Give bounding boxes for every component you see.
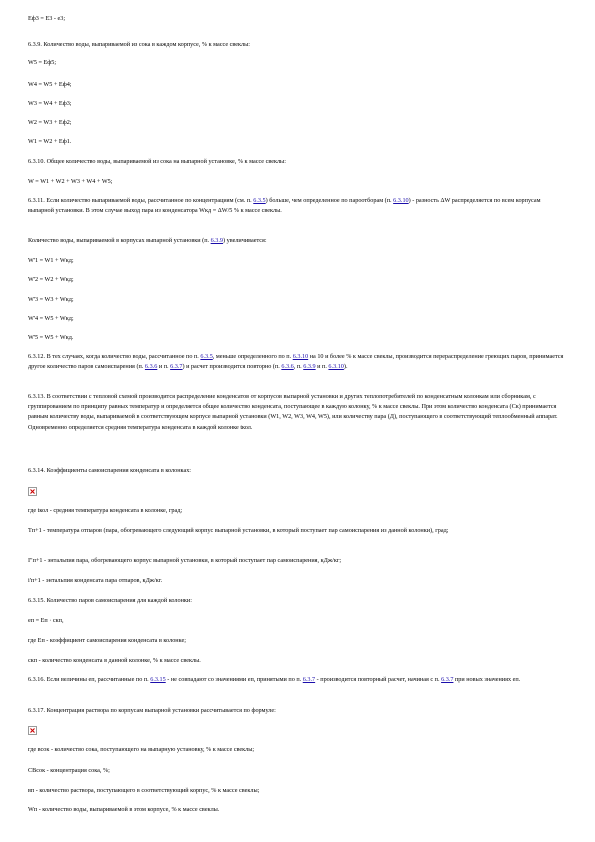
link-6-3-9[interactable]: 6.3.9 — [303, 363, 316, 371]
formula-w4: W4 = W5 + Eф4; — [28, 81, 72, 88]
section-6-3-15: 6.3.15. Количество паров самоиспарения для каждой колонки: — [28, 597, 192, 604]
ckp-definition: cкп - количество конденсата в данной колонке, % к массе свеклы. — [28, 657, 201, 664]
i-steam-definition: I"п+1 - энтальпия пара, обогревающего корпус выпарной установки, в который поступает пар самоиспарения, кДж/кг; — [28, 557, 342, 564]
link-6-3-5[interactable]: 6.3.5 — [200, 353, 213, 360]
section-6-3-14: 6.3.14. Коэффициенты самоиспарения конденсата в колонках: — [28, 467, 192, 474]
link-6-3-6[interactable]: 6.3.6 — [281, 363, 294, 371]
tn-definition: Tп+1 - температура отпаров (пара, обогревающего следующий корпус выпарной установки, в который поступает пар самоиспарения из данной колонки), град; — [28, 527, 449, 534]
link-6-3-5[interactable]: 6.3.5 — [253, 197, 266, 204]
link-6-3-6[interactable]: 6.3.6 — [144, 363, 158, 371]
tkol-definition: где tкол - средняя температура конденсата в колонке, град; — [28, 507, 183, 514]
formula-w4-prime: W'4 = W5 + Wкд; — [28, 315, 74, 322]
link-6-3-7[interactable]: 6.3.7 — [302, 676, 316, 683]
formula-en: eп = Eп · cкп, — [28, 617, 64, 624]
link-6-3-7[interactable]: 6.3.7 — [441, 676, 454, 683]
link-6-3-10[interactable]: 6.3.10 — [292, 353, 309, 360]
link-6-3-15[interactable]: 6.3.15 — [150, 676, 166, 683]
section-6-3-12: 6.3.12. В тех случаях, когда количество воды, рассчитанное по п. 6.3.5, меньше определенного по п. 6.3.10 на 10 и более % к массе свеклы, производится перераспределение греющих паров, принимается другое количество паров самоиспарения (п. 6.3.6 и п. 6.3.7) и расчет производится повторно (п. 6.3.6, п. 6.3.9 и п. 6.3.10). — [28, 353, 565, 371]
water-increase-text: Количество воды, выпариваемой в корпусах выпарной установки (п. 6.3.9) увеличивается: — [28, 237, 267, 244]
section-6-3-16: 6.3.16. Если величины eп, рассчитанные по п. 6.3.15 - не совпадают со значениями eп, принятыми по п. 6.3.7 - производится повторный расчет, начиная с п. 6.3.7 при новых значениях eп. — [28, 676, 521, 683]
formula-w-total: W = W1 + W2 + W3 + W4 + W5; — [28, 178, 113, 185]
section-6-3-9: 6.3.9. Количество воды, выпариваемой из сока в каждом корпусе, % к массе свеклы: — [28, 41, 250, 48]
broken-image-icon — [28, 726, 37, 735]
formula-w2: W2 = W3 + Eф2; — [28, 119, 72, 126]
link-6-3-10[interactable]: 6.3.10 — [328, 363, 344, 371]
svsok-definition: СВсок - концентрация сока, %; — [28, 767, 110, 774]
wp-definition: Wп - количество воды, выпариваемой в этом корпусе, % к массе свеклы. — [28, 806, 220, 813]
broken-image-icon — [28, 487, 37, 496]
link-6-3-9[interactable]: 6.3.9 — [210, 237, 223, 244]
section-6-3-13: 6.3.13. В соответствии с тепловой схемой производится распределение конденсатов от корпусов выпарной установки и других теплопотребителей по конденсатным колонкам или сборникам, с группированием по принципу равных температур и определяется общее количество конденсата, поступающее в каждую колонку, % к массе свеклы. При этом количество конденсата (Ск) принимается равным количеству воды, выпариваемой в соответствующем корпусе выпарной установки (W1, W2, W3, W4, W5), или количеству пара (Д), поступающего в соответствующий теплообменный аппарат. Одновременно определяется средняя температура конденсата в каждой колонке tкол. — [28, 393, 560, 431]
formula-w1: W1 = W2 + Eф1. — [28, 138, 72, 145]
formula-w2-prime: W'2 = W2 + Wкд; — [28, 276, 74, 283]
vsok-definition: где всок - количество сока, поступающего на выпарную установку, % к массе свеклы; — [28, 746, 255, 753]
link-6-3-7[interactable]: 6.3.7 — [170, 363, 183, 371]
vp-definition: вп - количество раствора, поступающего в соответствующий корпус, % к массе свеклы; — [28, 787, 260, 794]
link-6-3-10[interactable]: 6.3.10 — [393, 197, 409, 204]
formula-ef3: Eф3 = E3 - e3; — [28, 15, 66, 22]
formula-w5: W5 = Eф5; — [28, 59, 57, 66]
section-6-3-10: 6.3.10. Общее количество воды, выпариваемой из сока на выпарной установке, % к массе свеклы: — [28, 158, 286, 165]
formula-w3: W3 = W4 + Eф3; — [28, 100, 72, 107]
en-definition: где Eп - коэффициент самоиспарения конденсата в колонке; — [28, 637, 186, 644]
formula-w5-prime: W'5 = W5 + Wкд. — [28, 334, 74, 341]
i-condensate-definition: i'п+1 - энтальпия конденсата пара отпаров, кДж/кг. — [28, 577, 163, 584]
formula-w3-prime: W'3 = W3 + Wкд; — [28, 296, 74, 303]
formula-w1-prime: W'1 = W1 + Wкд; — [28, 257, 74, 264]
section-6-3-11: 6.3.11. Если количество выпариваемой воды, рассчитанное по концентрациям (см. п. 6.3.5) больше, чем определенное по пароотборам (п. 6.3.10) - разность ΔW распределяется по всем корпусам выпарной установки. В этом случае выход пара из конденсатора Wкд = ΔW/5 % к массе свеклы. — [28, 197, 543, 215]
section-6-3-17: 6.3.17. Концентрация раствора по корпусам выпарной установки рассчитывается по формуле: — [28, 707, 276, 714]
